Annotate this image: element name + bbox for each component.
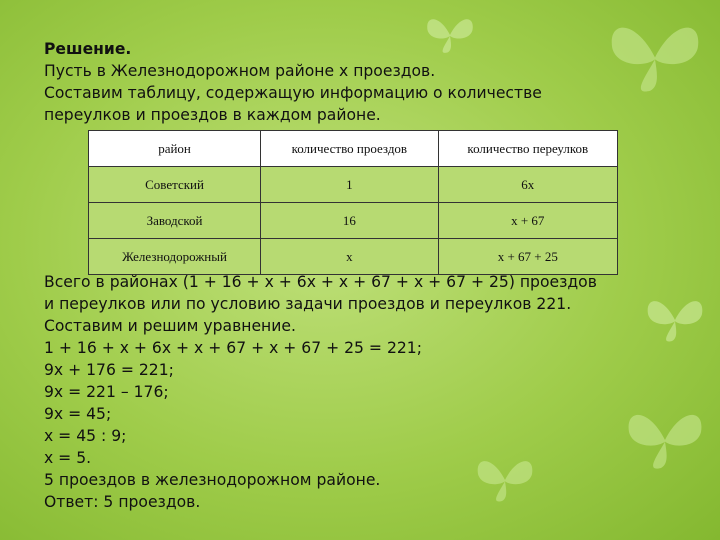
- intro-block: [44, 38, 704, 126]
- cell-lanes: х + 67: [438, 203, 617, 239]
- cell-lanes: х + 67 + 25: [438, 239, 617, 275]
- table-row: [89, 239, 618, 275]
- conclusion-line: 5 проездов в железнодорожном районе.: [44, 471, 381, 489]
- header-lanes: количество переулков: [438, 131, 617, 167]
- equation-line: 9х = 45;: [44, 405, 112, 423]
- answer-line: Ответ: 5 проездов.: [44, 493, 201, 511]
- solution-line: и переулков или по условию задачи проездов и переулков 221.: [44, 295, 572, 313]
- solution-block: [44, 271, 714, 513]
- header-passages: количество проездов: [261, 131, 438, 167]
- heading: Решение.: [44, 40, 132, 58]
- cell-district: Заводской: [89, 203, 261, 239]
- cell-passages: 16: [261, 203, 438, 239]
- intro-line: Пусть в Железнодорожном районе х проездов.: [44, 62, 436, 80]
- cell-passages: 1: [261, 167, 438, 203]
- intro-line: переулков и проездов в каждом районе.: [44, 106, 381, 124]
- equation-line: 9х + 176 = 221;: [44, 361, 174, 379]
- cell-district: Советский: [89, 167, 261, 203]
- equation-line: х = 45 : 9;: [44, 427, 127, 445]
- districts-table: [88, 130, 618, 275]
- equation-line: 1 + 16 + х + 6х + х + 67 + х + 67 + 25 = 221;: [44, 339, 422, 357]
- table-row: [89, 167, 618, 203]
- table-header-row: [89, 131, 618, 167]
- cell-lanes: 6х: [438, 167, 617, 203]
- header-district: район: [89, 131, 261, 167]
- solution-line: Всего в районах (1 + 16 + х + 6х + х + 67 + х + 67 + 25) проездов: [44, 273, 597, 291]
- equation-line: 9х = 221 – 176;: [44, 383, 169, 401]
- equation-line: х = 5.: [44, 449, 92, 467]
- cell-district: Железнодорожный: [89, 239, 261, 275]
- cell-passages: х: [261, 239, 438, 275]
- table-row: [89, 203, 618, 239]
- intro-line: Составим таблицу, содержащую информацию о количестве: [44, 84, 542, 102]
- solution-line: Составим и решим уравнение.: [44, 317, 296, 335]
